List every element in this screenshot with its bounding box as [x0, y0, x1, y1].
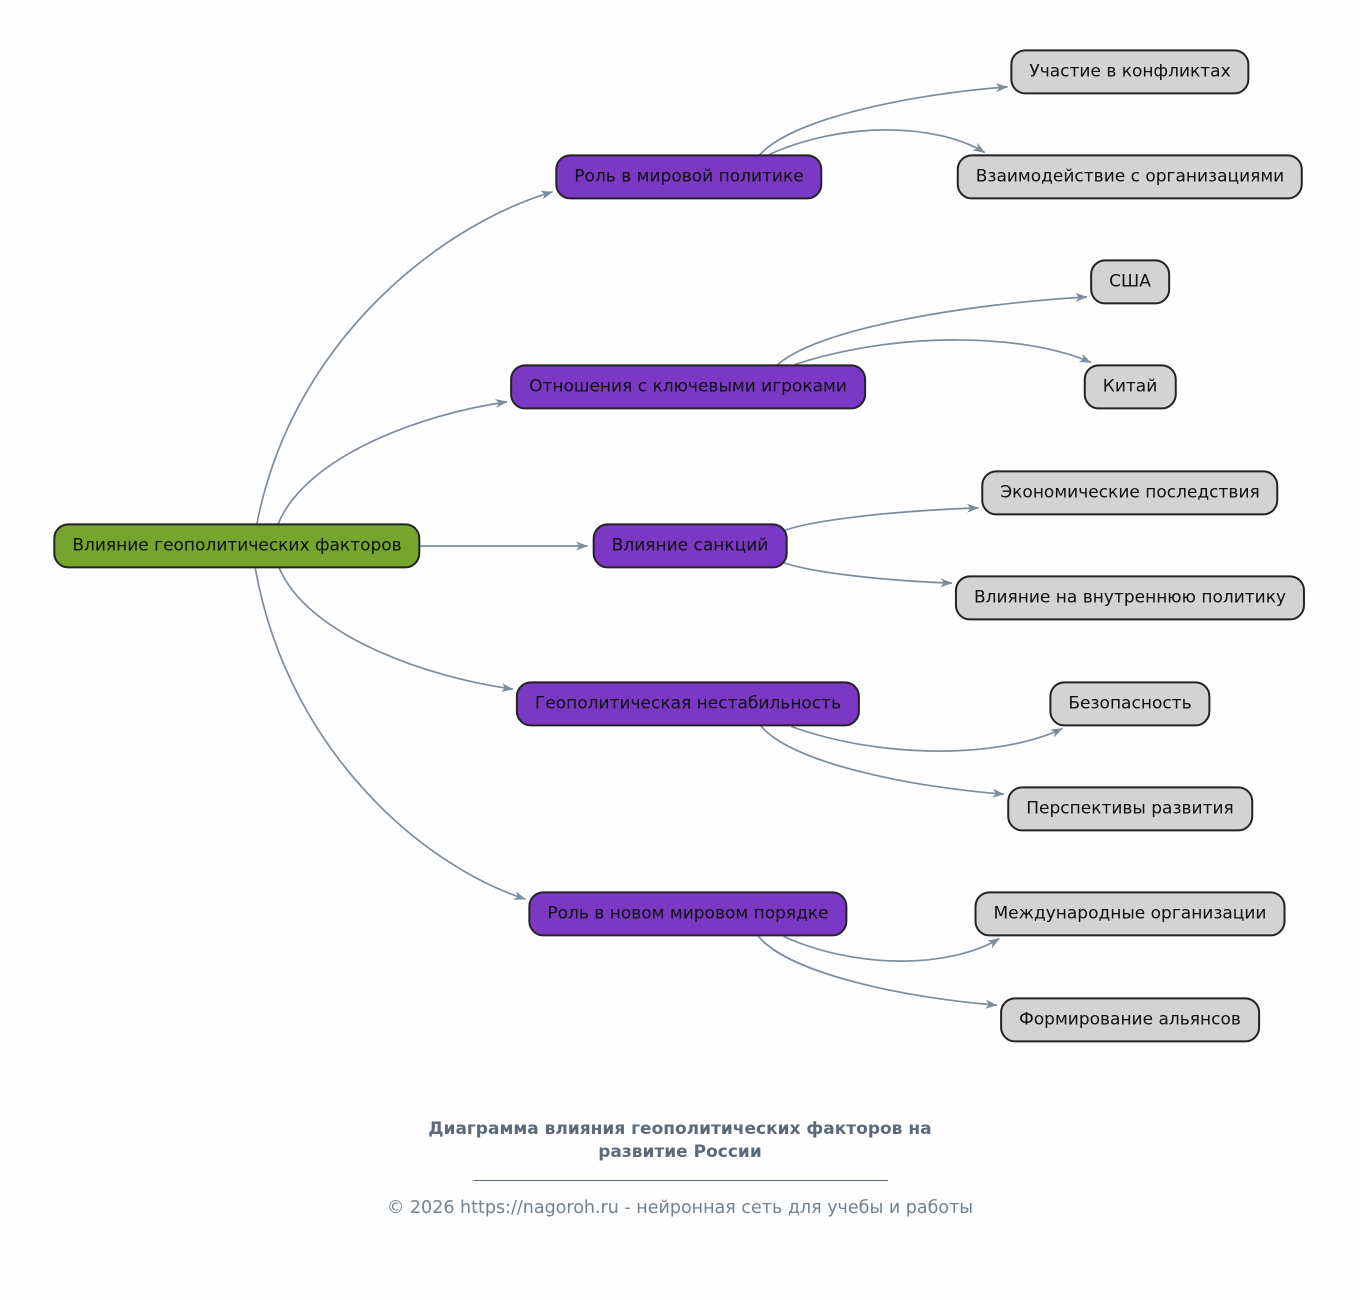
node-instability[interactable]: Геополитическая нестабильность	[516, 681, 860, 726]
node-alliances[interactable]: Формирование альянсов	[1000, 997, 1260, 1042]
node-economic-consequences[interactable]: Экономические последствия	[981, 470, 1278, 515]
node-domestic-policy[interactable]: Влияние на внутреннюю политику	[955, 575, 1305, 620]
node-development-prospects[interactable]: Перспективы развития	[1007, 786, 1253, 831]
node-intl-orgs[interactable]: Международные организации	[975, 891, 1286, 936]
node-orgs-interaction[interactable]: Взаимодействие с организациями	[957, 154, 1303, 199]
node-new-world-order[interactable]: Роль в новом мировом порядке	[528, 891, 847, 936]
copyright-text: © 2026 https://nagoroh.ru - нейронная сеть для учебы и работы	[386, 1197, 974, 1218]
node-china[interactable]: Китай	[1084, 364, 1177, 409]
diagram-title: Диаграмма влияния геополитических факторов на развитие России	[428, 1119, 932, 1162]
node-security[interactable]: Безопасность	[1049, 681, 1210, 726]
node-usa[interactable]: США	[1090, 259, 1170, 304]
footer	[0, 1118, 1360, 1218]
node-world-politics[interactable]: Роль в мировой политике	[555, 154, 822, 199]
node-sanctions[interactable]: Влияние санкций	[593, 523, 788, 568]
node-root[interactable]: Влияние геополитических факторов	[53, 523, 420, 568]
node-key-players[interactable]: Отношения с ключевыми игроками	[510, 364, 866, 409]
footer-divider	[473, 1180, 888, 1181]
node-conflicts[interactable]: Участие в конфликтах	[1010, 49, 1249, 94]
